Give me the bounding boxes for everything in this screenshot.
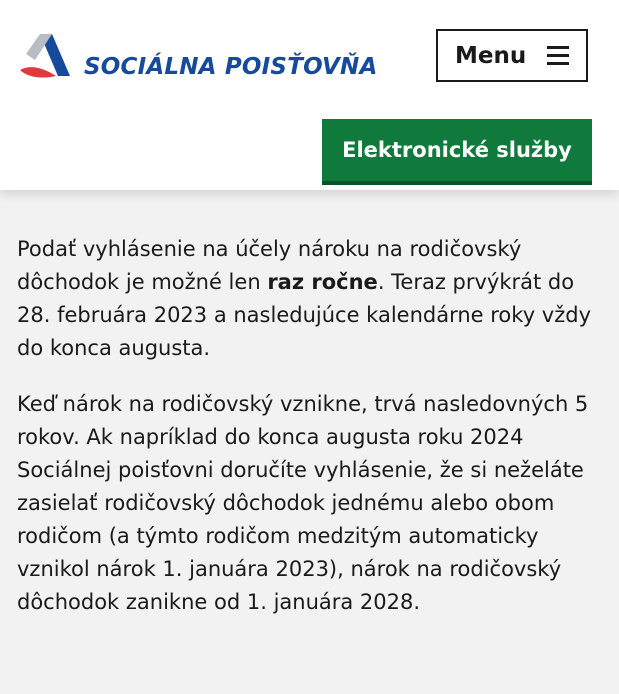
menu-label: Menu: [455, 42, 527, 69]
site-logo[interactable]: [18, 32, 377, 82]
paragraph-1-text-end: . Teraz prvýkrát do 28. februára 2023 a nasledujúce kalendárne roky vždy do konca augusta.: [17, 270, 592, 360]
logo-text: SOCIÁLNA POISŤOVŇA: [84, 54, 378, 80]
menu-button[interactable]: [436, 29, 588, 82]
site-header: [0, 0, 619, 190]
social-insurance-logo-icon: [18, 32, 72, 82]
paragraph-1-text-start: Podať vyhlásenie na účely nároku na rodičovský dôchodok je možné len: [17, 237, 522, 294]
electronic-services-button[interactable]: Elektronické služby: [322, 119, 592, 185]
main-content: [17, 233, 607, 642]
paragraph-1-emphasis: raz ročne: [267, 270, 378, 294]
info-paragraph-2: Keď nárok na rodičovský vznikne, trvá nasledovných 5 rokov. Ak napríklad do konca augusta roku 2024 Sociálnej poisťovni doručíte vyhlásenie, že si neželáte zasielať rodičovský dôchodok jednému alebo obom rodičom (a týmto rodičom medzitým automaticky vznikol nárok 1. januára 2023), nárok na rodičovský dôchodok zanikne od 1. januára 2028.: [17, 392, 589, 614]
info-paragraph-1: [17, 233, 607, 365]
hamburger-icon: [547, 46, 569, 66]
